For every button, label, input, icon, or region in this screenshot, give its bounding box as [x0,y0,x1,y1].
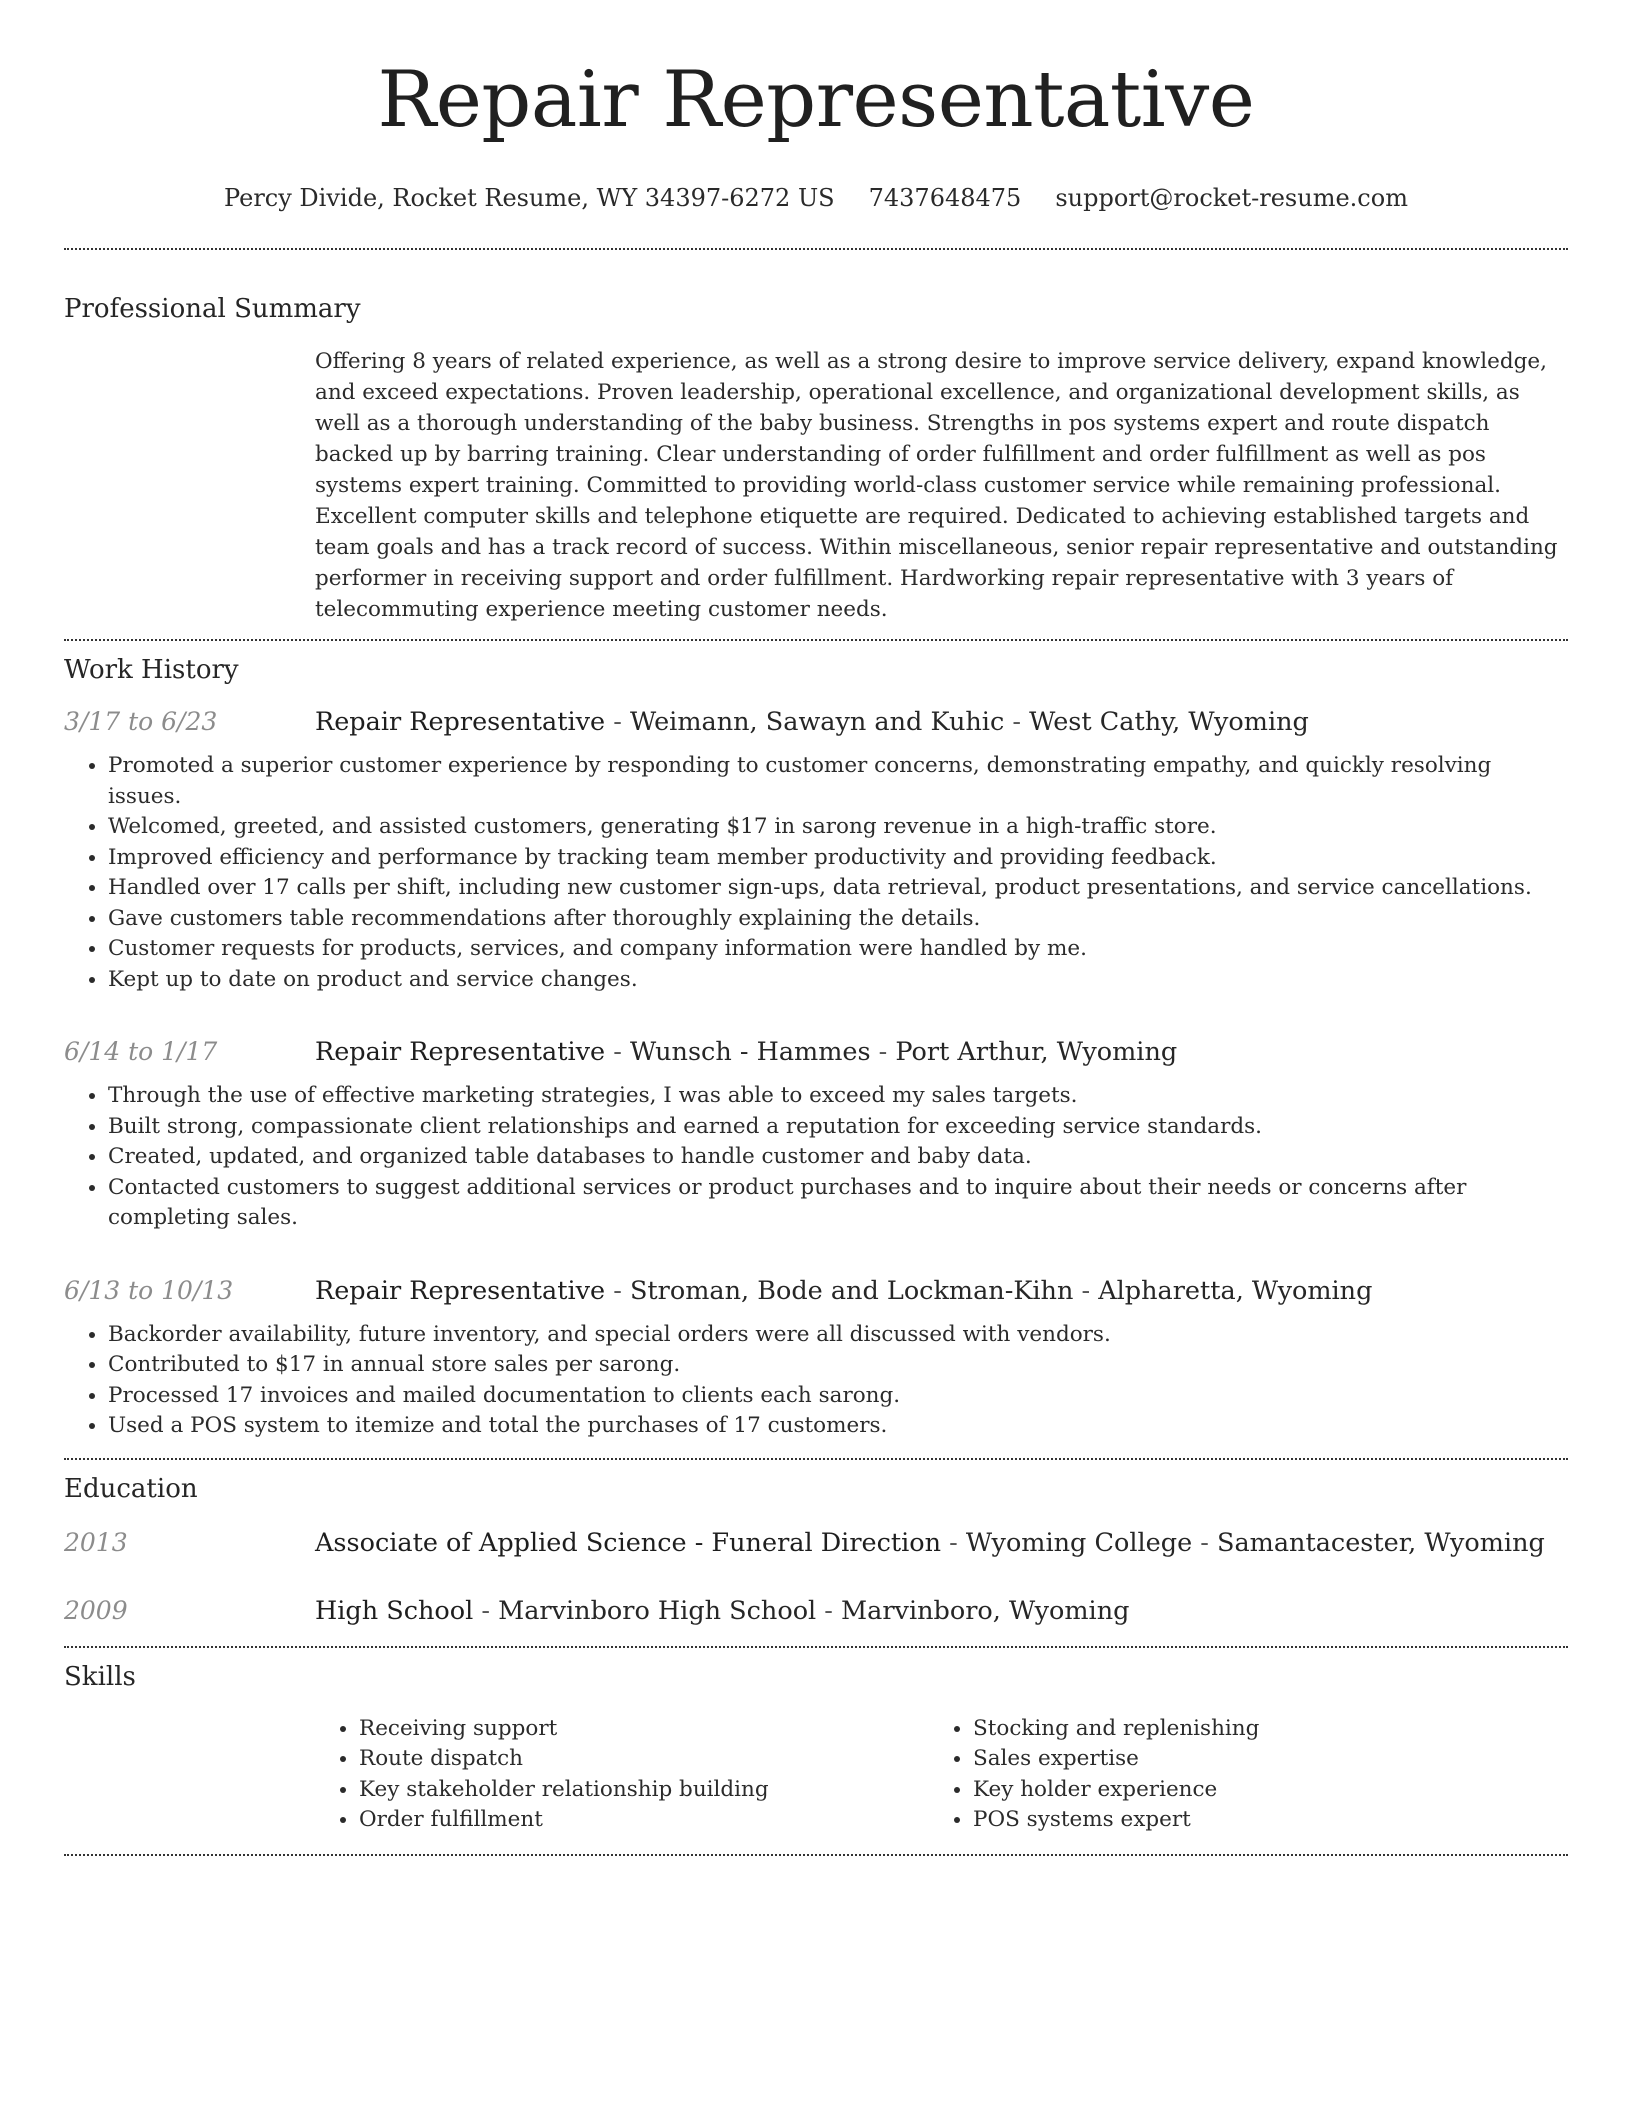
job-company: Weimann, Sawayn and Kuhic [629,707,1005,737]
skill-item: • Stocking and replenishing [973,1714,1543,1745]
job-bullet: • Improved efficiency and performance by tracking team member productivity and providing feedback. [108,843,1568,874]
skills-grid [315,1714,1568,1836]
skills-column-left [315,1714,929,1836]
education-heading: Associate of Applied Science - Funeral Direction - Wyoming College - Samantacester, Wyoming [315,1527,1545,1558]
job-bullet: • Built strong, compassionate client relationships and earned a reputation for exceeding service standards. [108,1112,1568,1143]
section-title-skills: Skills [64,1661,136,1692]
job-dates: 6/13 to 10/13 [64,1275,234,1305]
job-bullet: • Backorder availability, future inventory, and special orders were all discussed with vendors. [108,1320,1568,1351]
job-bullet: • Contacted customers to suggest additional services or product purchases and to inquire about their needs or concerns after completing sales. [108,1173,1568,1234]
education-location: Marvinboro, Wyoming [841,1595,1130,1626]
job-header [64,1274,1568,1308]
job-position: Repair Representative [315,1037,606,1067]
job-entry [64,1274,1568,1442]
section-title-education: Education [64,1473,198,1504]
contact-email: support@rocket-resume.com [1055,184,1408,212]
job-header [64,1035,1568,1069]
education-entry [64,1594,1568,1628]
job-heading: Repair Representative - Stroman, Bode and Lockman-Kihn - Alpharetta, Wyoming [315,1275,1373,1306]
job-bullet: • Welcomed, greeted, and assisted customers, generating $17 in sarong revenue in a high-traffic store. [108,812,1568,843]
section-divider [64,1458,1568,1460]
section-title-work-history: Work History [64,655,239,685]
work-history-list [64,705,1568,1442]
job-bullets [64,1081,1568,1234]
job-bullet: • Created, updated, and organized table databases to handle customer and baby data. [108,1142,1568,1173]
section-divider [64,1854,1568,1856]
education-school: Wyoming College [965,1527,1193,1558]
job-bullet: • Contributed to $17 in annual store sales per sarong. [108,1350,1568,1381]
job-bullet: • Handled over 17 calls per shift, including new customer sign-ups, data retrieval, product presentations, and service cancellations. [108,873,1568,904]
job-bullet: • Gave customers table recommendations after thoroughly explaining the details. [108,904,1568,935]
skill-item: • Route dispatch [359,1744,929,1775]
job-position: Repair Representative [315,1275,606,1306]
job-position: Repair Representative [315,707,606,737]
job-bullets [64,1320,1568,1442]
skill-item: • Key holder experience [973,1775,1543,1806]
contact-address: Percy Divide, Rocket Resume, WY 34397-6272 US [224,184,835,212]
education-list [64,1526,1568,1628]
education-heading: High School - Marvinboro High School - Marvinboro, Wyoming [315,1595,1130,1626]
job-heading: Repair Representative - Wunsch - Hammes - Port Arthur, Wyoming [315,1037,1178,1067]
job-bullet: • Kept up to date on product and service changes. [108,965,1568,996]
skills-column-right [929,1714,1543,1836]
job-location: Alpharetta, Wyoming [1098,1275,1373,1306]
contact-phone: 7437648475 [868,184,1022,212]
job-dates: 6/14 to 1/17 [64,1037,218,1066]
section-divider [64,248,1568,250]
skill-item: • Order fulfillment [359,1805,929,1836]
education-year: 2013 [64,1527,128,1557]
job-bullet: • Processed 17 invoices and mailed documentation to clients each sarong. [108,1381,1568,1412]
skill-item: • Key stakeholder relationship building [359,1775,929,1806]
skill-item: • Sales expertise [973,1744,1543,1775]
section-divider [64,1646,1568,1648]
education-location: Samantacester, Wyoming [1217,1527,1545,1558]
education-degree: Associate of Applied Science - Funeral Direction [315,1527,942,1558]
job-company: Stroman, Bode and Lockman-Kihn [629,1275,1074,1306]
education-entry [64,1526,1568,1560]
education-degree: High School [315,1595,474,1626]
skill-item: • Receiving support [359,1714,929,1745]
job-bullet: • Through the use of effective marketing strategies, I was able to exceed my sales targets. [108,1081,1568,1112]
job-header [64,705,1568,739]
skill-item: • POS systems expert [973,1805,1543,1836]
contact-line [64,182,1568,214]
summary-text: Offering 8 years of related experience, as well as a strong desire to improve service delivery, expand knowledge, and exceed expectations. Proven leadership, operational excellence, and organizational development skills, as well as a thorough understanding of the baby business. Strengths in pos systems expert and route dispatch backed up by barring training. Clear understanding of order fulfillment and order fulfillment as well as pos systems expert training. Committed to providing world-class customer service while remaining professional. Excellent computer skills and telephone etiquette are required. Dedicated to achieving established targets and team goals and has a track record of success. Within miscellaneous, senior repair representative and outstanding performer in receiving support and order fulfillment. Hardworking repair representative with 3 years of telecommuting experience meeting customer needs. [315,349,1558,622]
education-school: Marvinboro High School [498,1595,817,1626]
job-bullets [64,751,1568,995]
job-bullet: • Promoted a superior customer experience by responding to customer concerns, demonstrating empathy, and quickly resolving issues. [108,751,1568,812]
job-location: West Cathy, Wyoming [1029,707,1309,737]
section-title-summary: Professional Summary [64,294,361,324]
job-bullet: • Customer requests for products, services, and company information were handled by me. [108,934,1568,965]
job-bullet: • Used a POS system to itemize and total the purchases of 17 customers. [108,1411,1568,1442]
resume-title: Repair Representative [377,55,1255,145]
job-entry [64,705,1568,995]
job-dates: 3/17 to 6/23 [64,707,218,736]
job-location: Port Arthur, Wyoming [895,1037,1178,1067]
job-company: Wunsch - Hammes [629,1037,871,1067]
job-entry [64,1035,1568,1234]
education-year: 2009 [64,1595,128,1625]
job-heading: Repair Representative - Weimann, Sawayn and Kuhic - West Cathy, Wyoming [315,707,1309,737]
section-divider [64,639,1568,641]
